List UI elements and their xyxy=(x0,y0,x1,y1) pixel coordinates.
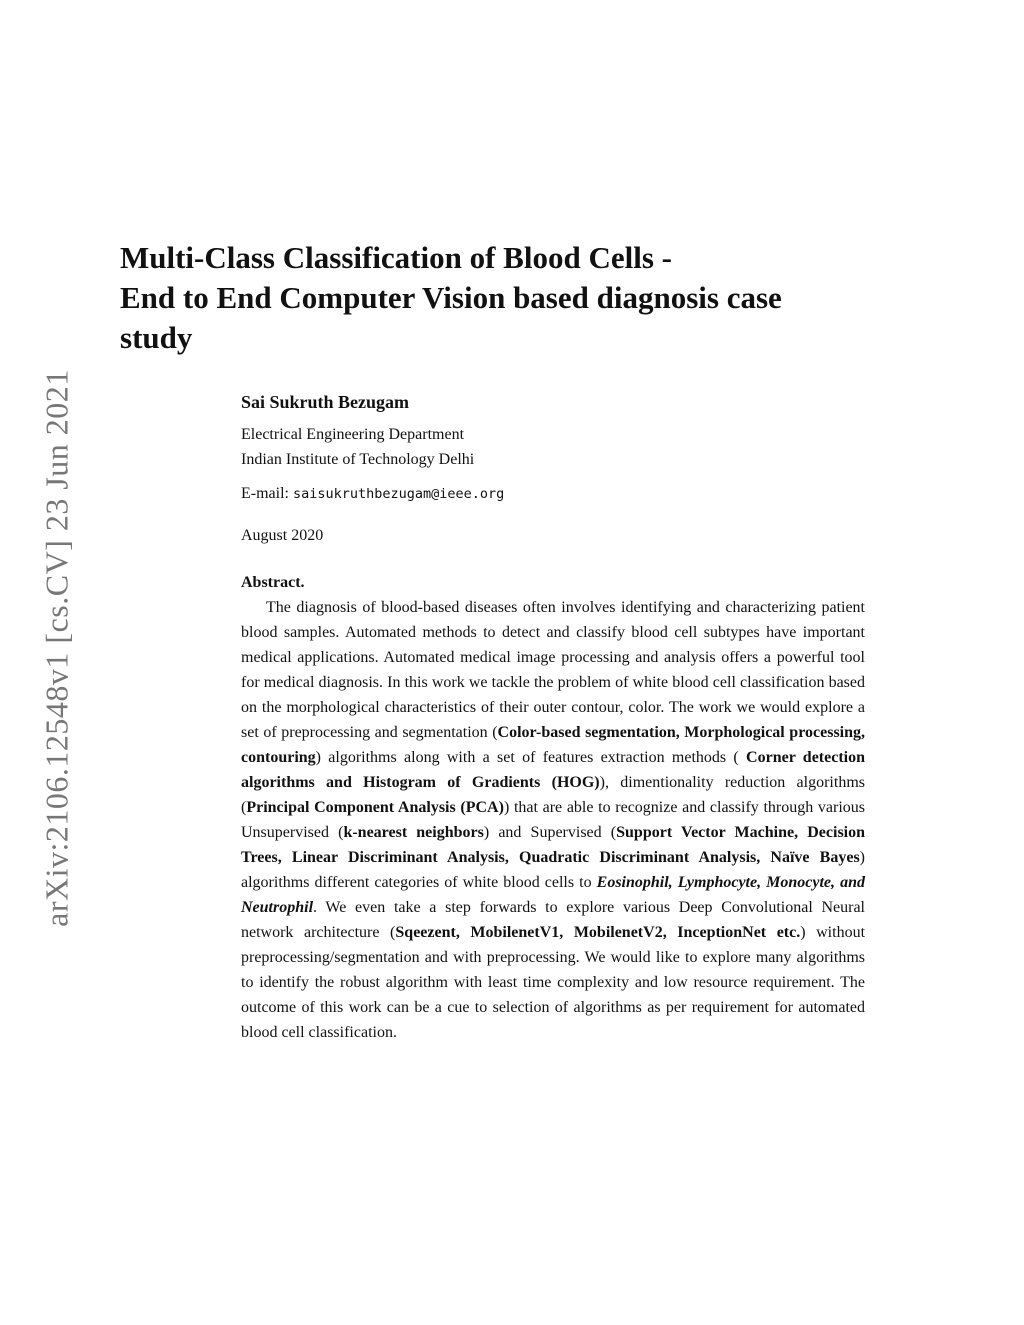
abstract-bold-run: Support Vector Machine, Decision Trees, Linear Discriminant Analysis, Quadratic Discriminant Analysis, Naïve Bayes xyxy=(241,824,866,866)
abstract-text-run: ) algorithms different categories of white blood cells to xyxy=(241,849,865,891)
author-block xyxy=(241,389,865,548)
abstract-text-run: ) that are able to recognize and classify through various Unsupervised ( xyxy=(241,799,865,841)
abstract-bold-run: Corner detection algorithms and Histogram of Gradients (HOG) xyxy=(241,749,866,791)
abstract-heading: Abstract. xyxy=(241,574,305,591)
author-department: Electrical Engineering Department xyxy=(241,426,465,443)
abstract-text-run: ), dimentionality reduction algorithms ( xyxy=(241,774,865,816)
arxiv-identifier-stamp: arXiv:2106.12548v1 [cs.CV] 23 Jun 2021 xyxy=(38,369,75,927)
abstract-section xyxy=(241,570,865,1045)
abstract-body xyxy=(241,595,865,1045)
author-email-line xyxy=(241,481,865,507)
author-name: Sai Sukruth Bezugam xyxy=(241,392,410,412)
abstract-bold-run: Sqeezent, MobilenetV1, MobilenetV2, InceptionNet etc. xyxy=(395,924,801,941)
author-email[interactable]: saisukruthbezugam@ieee.org xyxy=(292,486,505,502)
abstract-bold-run: Color-based segmentation, Morphological processing, contouring xyxy=(241,724,866,766)
paper-title xyxy=(120,238,880,358)
abstract-text-run: ) algorithms along with a set of features extraction methods ( xyxy=(315,749,747,766)
abstract-text-run: ) without preprocessing/segmentation and with preprocessing. We would like to explore many algorithms to identify the robust algorithm with least time complexity and low resource requirement. The outcome of this work can be a cue to selection of algorithms as per requirement for automated blood cell classification. xyxy=(241,924,866,1041)
title-line-3: study xyxy=(120,320,193,355)
abstract-text-run: ) and Supervised ( xyxy=(483,824,617,841)
abstract-bold-run: k-nearest neighbors xyxy=(343,824,484,841)
author-institute: Indian Institute of Technology Delhi xyxy=(241,451,475,468)
email-label: E-mail: xyxy=(241,485,289,502)
title-line-1: Multi-Class Classification of Blood Cells - xyxy=(120,240,672,275)
abstract-text-run: . We even take a step forwards to explore various Deep Convolutional Neural network architecture ( xyxy=(241,899,865,941)
paper-date: August 2020 xyxy=(241,527,324,544)
abstract-bold-italic-run: Eosinophil, Lymphocyte, Monocyte, and Neutrophil xyxy=(241,874,865,916)
abstract-text-run: The diagnosis of blood-based diseases often involves identifying and characterizing patient blood samples. Automated methods to detect and classify blood cell subtypes have important medical applications. Automated medical image processing and analysis offers a powerful tool for medical diagnosis. In this work we tackle the problem of white blood cell classification based on the morphological characteristics of their outer contour, color. The work we would explore a set of preprocessing and segmentation ( xyxy=(241,599,865,741)
abstract-bold-run: Principal Component Analysis (PCA) xyxy=(246,799,504,816)
title-line-2: End to End Computer Vision based diagnosis case xyxy=(120,280,782,315)
